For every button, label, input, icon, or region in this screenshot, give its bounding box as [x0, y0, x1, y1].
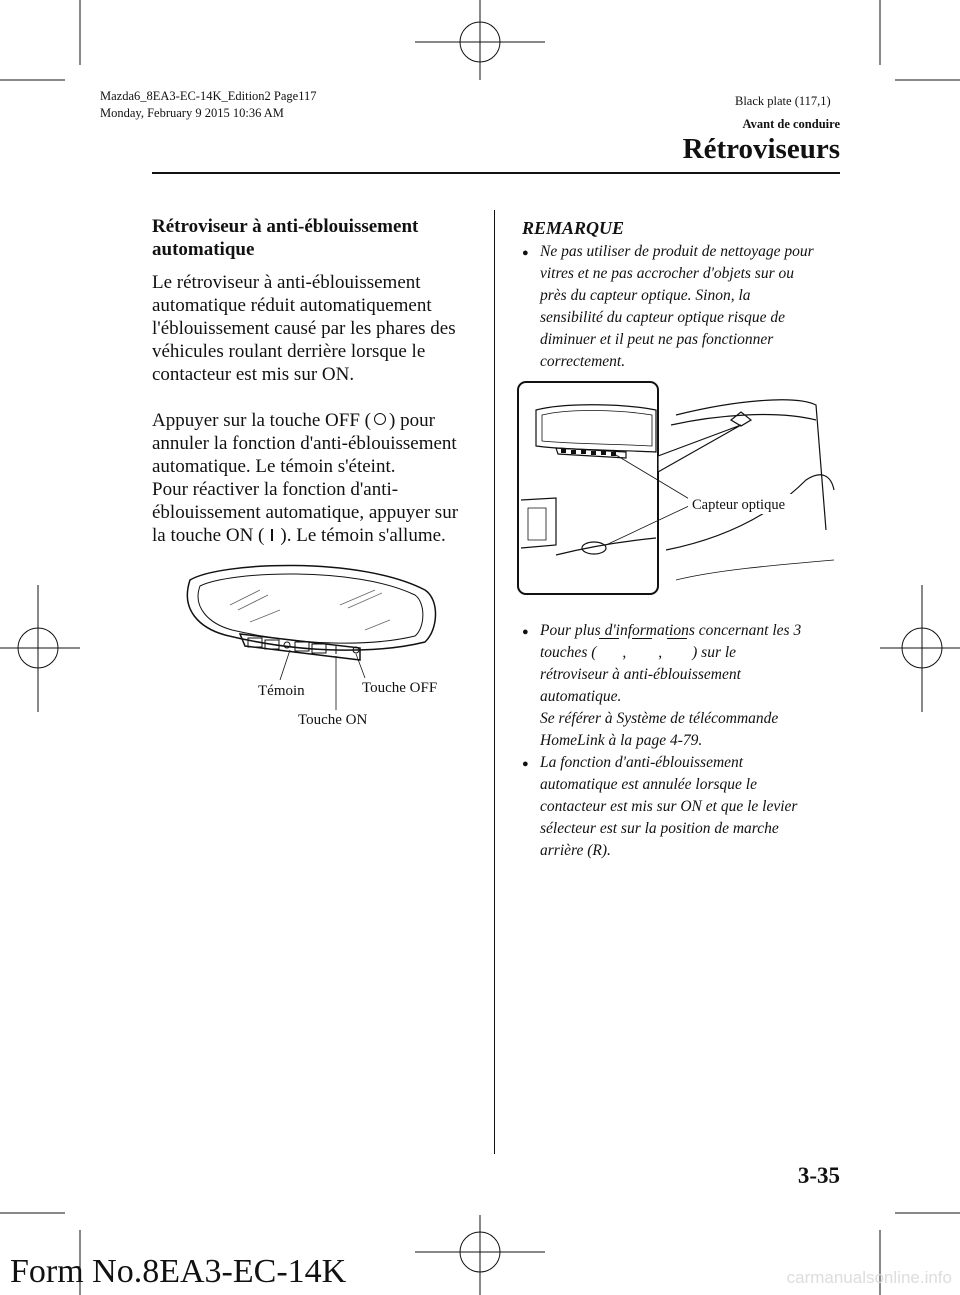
- label-touche-on: Touche ON: [298, 712, 368, 728]
- sensor-illustration: [516, 380, 841, 598]
- note-block-2: [522, 620, 850, 862]
- print-meta-line1: Mazda6_8EA3-EC-14K_Edition2 Page117: [100, 89, 317, 103]
- section-subtitle: Avant de conduire: [742, 117, 840, 131]
- label-temoin: Témoin: [258, 683, 305, 699]
- form-number: Form No.8EA3-EC-14K: [10, 1253, 347, 1290]
- label-capteur-optique: Capteur optique: [692, 497, 786, 513]
- print-meta-line2: Monday, February 9 2015 10:36 AM: [100, 106, 284, 120]
- header-rule: [152, 172, 840, 174]
- watermark: carmanualsonline.info: [786, 1268, 952, 1287]
- bullet-icon: ●: [522, 626, 529, 638]
- plate-label: Black plate (117,1): [735, 94, 831, 108]
- section-title: Rétroviseurs: [682, 133, 840, 165]
- print-meta: [100, 88, 317, 122]
- page-number: 3-35: [797, 1163, 840, 1188]
- column-divider: [494, 210, 495, 1154]
- left-column: [152, 215, 482, 547]
- on-symbol-icon: [271, 529, 273, 541]
- mirror-illustration: [160, 550, 470, 740]
- homelink-1-icon: [599, 638, 619, 651]
- note-item-1: ● Ne pas utiliser de produit de nettoyage pour vitres et ne pas accrocher d'objets sur ou près du capteur optique. Sinon, la sensibilité du capteur optique risque de diminuer et il peut ne pas fonctionner correctement.: [522, 243, 814, 370]
- off-symbol-icon: [374, 413, 386, 425]
- bullet-icon: ●: [522, 247, 529, 259]
- homelink-3-icon: [667, 638, 687, 651]
- paragraph-1: Le rétroviseur à anti-éblouissement automatique réduit automatiquement l'éblouissement causé par les phares des véhicules roulant derrière lorsque le contacteur est mis sur ON.: [152, 272, 456, 385]
- note-block: [522, 218, 842, 373]
- note-title: REMARQUE: [522, 218, 625, 238]
- homelink-2-icon: [632, 638, 652, 651]
- paragraph-2: Appuyer sur la touche OFF ( ) pour annuler la fonction d'anti-éblouissement automatique. Le témoin s'éteint. Pour réactiver la fonction d'anti- éblouissement automatique, appuyer sur la touche ON ( ). Le témoin s'allume.: [152, 410, 459, 546]
- note-item-2: ● Pour plus d'informations concernant les 3 touches ( , , ) sur le rétroviseur à anti-éblouissement automatique. Se référer à Système de télécommande HomeLink à la page 4-79.: [522, 622, 802, 749]
- section-heading: Rétroviseur à anti-éblouissement automatique: [152, 216, 419, 260]
- bullet-icon: ●: [522, 758, 529, 770]
- label-touche-off: Touche OFF: [362, 680, 438, 696]
- note-item-3: ● La fonction d'anti-éblouissement automatique est annulée lorsque le contacteur est mis sur ON et que le levier sélecteur est sur la position de marche arrière (R).: [522, 754, 798, 859]
